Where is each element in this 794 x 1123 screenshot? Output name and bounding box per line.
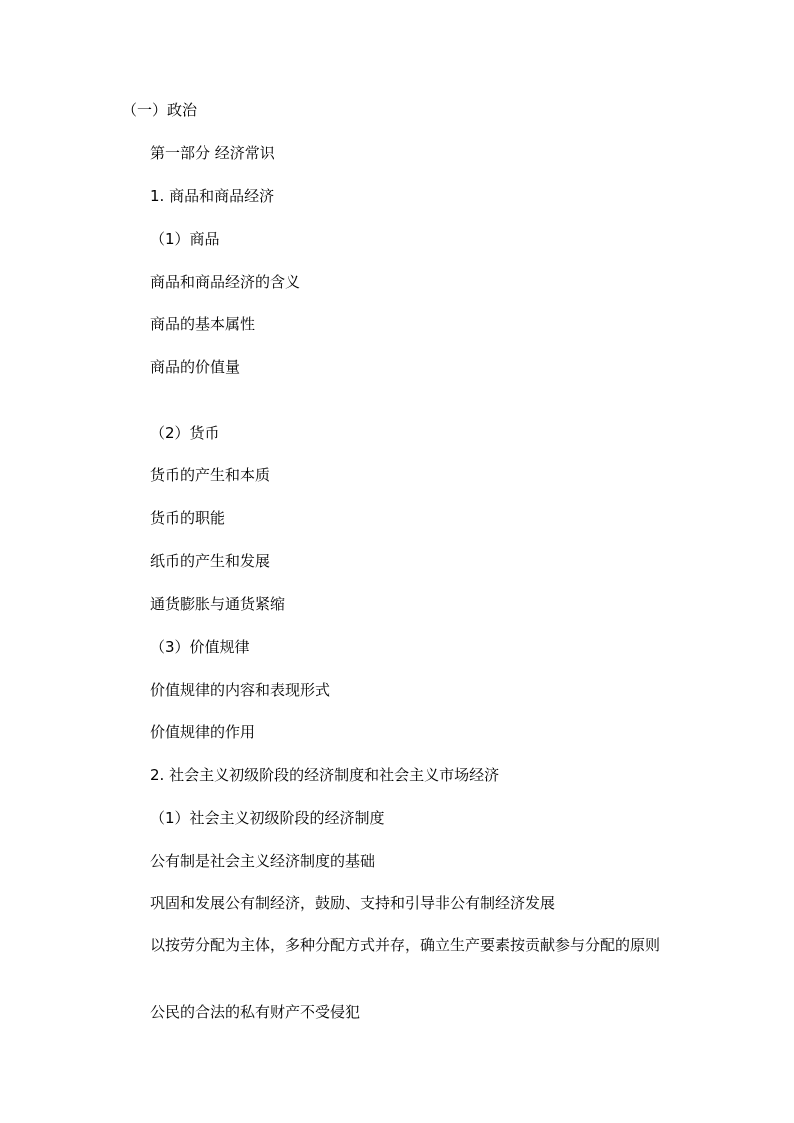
outline-item: 纸币的产生和发展 [150,552,271,570]
outline-item: 公有制是社会主义经济制度的基础 [150,852,376,870]
outline-item: 货币的产生和本质 [150,466,271,484]
outline-item: 商品的价值量 [150,358,241,376]
outline-subheading: （1）商品 [150,230,220,248]
outline-item: 商品和商品经济的含义 [150,273,301,291]
outline-item: 价值规律的内容和表现形式 [150,681,331,699]
outline-item: 巩固和发展公有制经济，鼓励、支持和引导非公有制经济发展 [150,894,556,912]
section-heading: （一）政治 [122,101,198,119]
outline-subheading: （1）社会主义初级阶段的经济制度 [150,809,385,827]
outline-subheading: （3）价值规律 [150,638,250,656]
outline-item: 2. 社会主义初级阶段的经济制度和社会主义市场经济 [150,766,500,784]
outline-item: 价值规律的作用 [150,723,256,741]
part-title: 第一部分 经济常识 [150,144,275,162]
outline-paragraph: 以按劳分配为主体，多种分配方式并存，确立生产要素按贡献参与分配的原则 [150,936,661,954]
outline-item: 货币的职能 [150,509,226,527]
outline-item: 1. 商品和商品经济 [150,187,275,205]
outline-item: 公民的合法的私有财产不受侵犯 [150,1003,361,1021]
outline-item: 商品的基本属性 [150,315,256,333]
outline-item: 通货膨胀与通货紧缩 [150,595,286,613]
outline-subheading: （2）货币 [150,424,220,442]
